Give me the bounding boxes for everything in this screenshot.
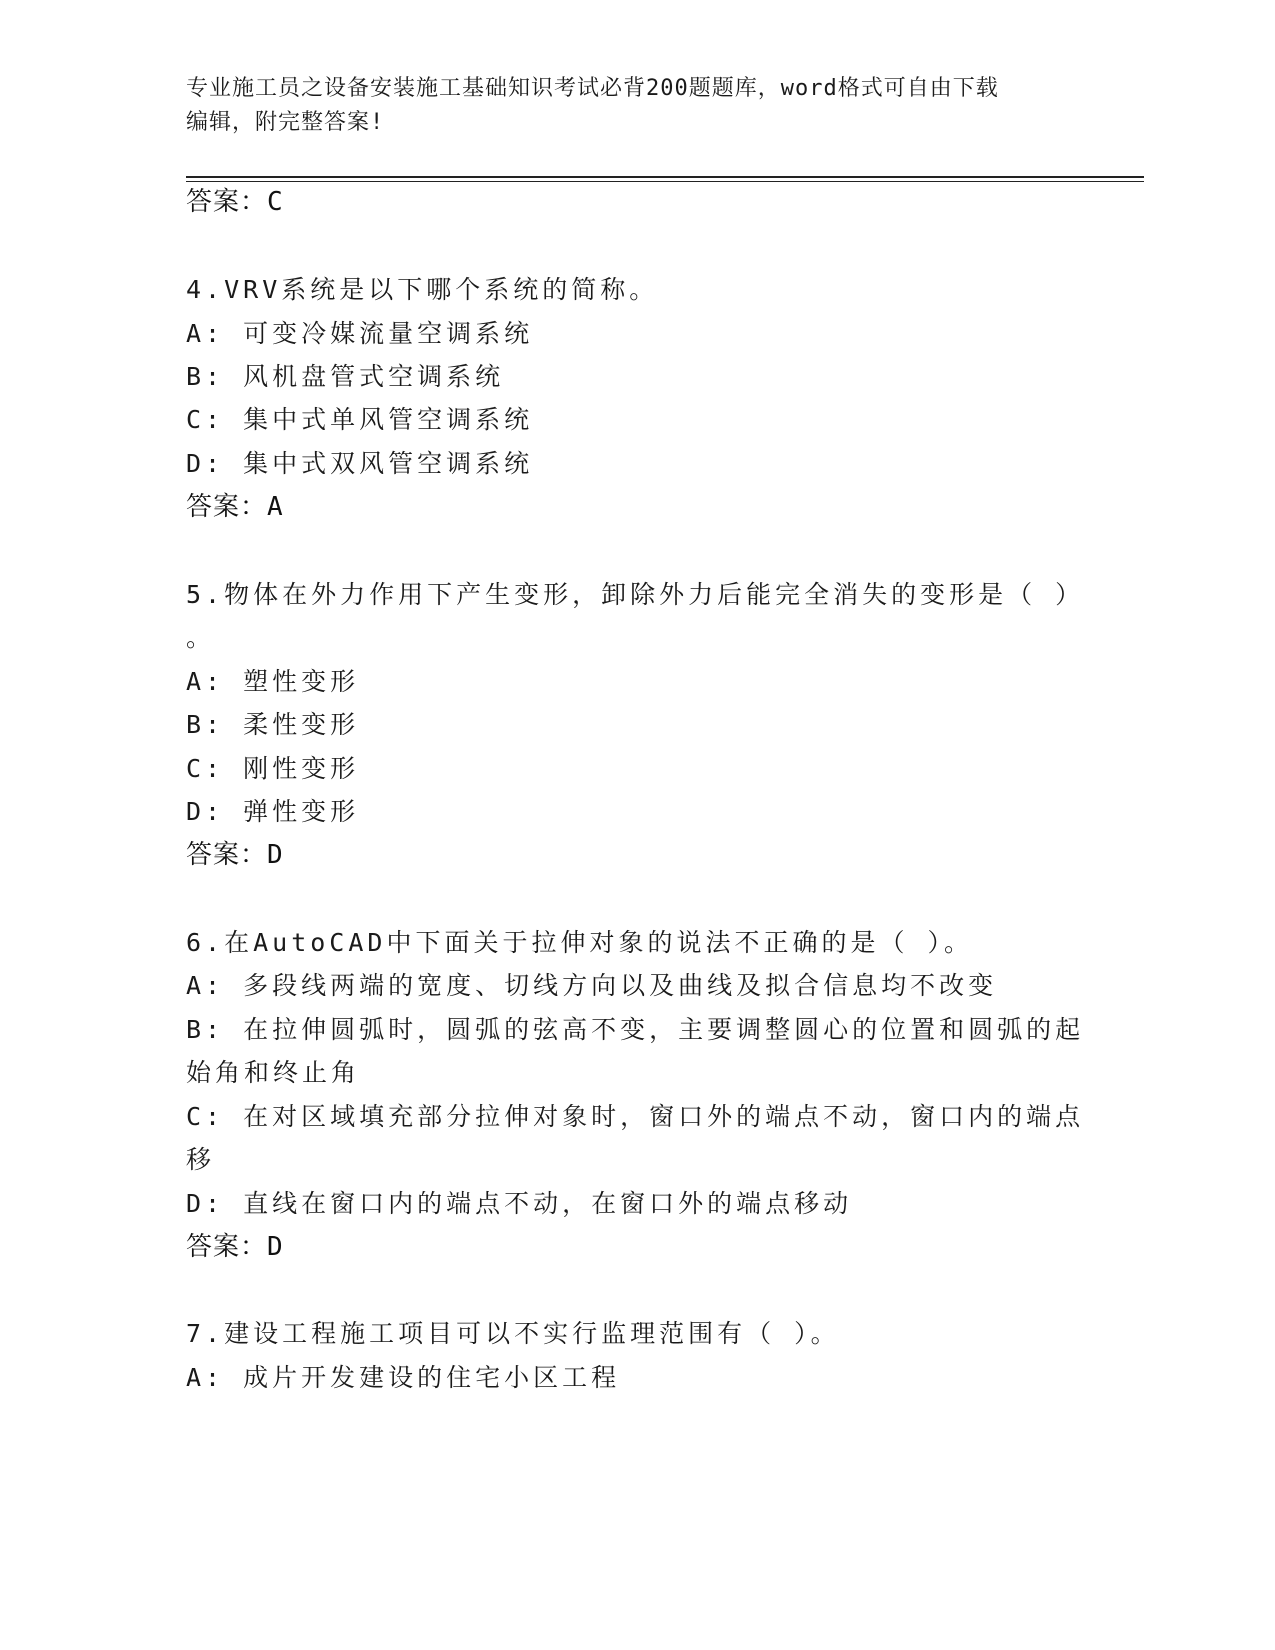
answer-label: 答案： bbox=[186, 187, 268, 217]
answer-value: D bbox=[267, 840, 284, 870]
q6-option-a: A: 多段线两端的宽度、切线方向以及曲线及拟合信息均不改变 bbox=[186, 971, 998, 1000]
document-header bbox=[186, 72, 1086, 140]
q6-answer bbox=[186, 1231, 284, 1263]
q6-option-b-cont: 始角和终止角 bbox=[186, 1058, 361, 1087]
header-title-line2: 编辑，附完整答案! bbox=[186, 110, 385, 135]
q5-option-b: B: 柔性变形 bbox=[186, 710, 360, 739]
header-title-line1: 专业施工员之设备安装施工基础知识考试必背200题题库，word格式可自由下载 bbox=[186, 76, 999, 101]
q4-option-b: B: 风机盘管式空调系统 bbox=[186, 362, 505, 391]
answer-label: 答案： bbox=[186, 492, 268, 522]
q6-option-c-cont: 移 bbox=[186, 1145, 216, 1174]
answer-label: 答案： bbox=[186, 1232, 268, 1262]
q6-option-b: B: 在拉伸圆弧时，圆弧的弦高不变，主要调整圆心的位置和圆弧的起 bbox=[186, 1015, 1085, 1044]
q6-stem: 6.在AutoCAD中下面关于拉伸对象的说法不正确的是（ ）。 bbox=[186, 928, 974, 957]
q3-answer bbox=[186, 186, 284, 218]
q4-option-a: A: 可变冷媒流量空调系统 bbox=[186, 319, 534, 348]
q5-option-c: C: 刚性变形 bbox=[186, 754, 360, 783]
q5-stem-line2: 。 bbox=[186, 623, 216, 652]
answer-label: 答案： bbox=[186, 840, 268, 870]
answer-value: D bbox=[267, 1232, 284, 1262]
q5-option-a: A: 塑性变形 bbox=[186, 667, 360, 696]
q7-option-a: A: 成片开发建设的住宅小区工程 bbox=[186, 1363, 621, 1392]
q6-option-d: D: 直线在窗口内的端点不动，在窗口外的端点移动 bbox=[186, 1189, 853, 1218]
q5-stem-line1: 5.物体在外力作用下产生变形，卸除外力后能完全消失的变形是（ ） bbox=[186, 580, 1085, 609]
q5-answer bbox=[186, 839, 284, 871]
header-divider-thin bbox=[186, 181, 1144, 182]
q4-option-c: C: 集中式单风管空调系统 bbox=[186, 405, 534, 434]
q4-answer bbox=[186, 491, 284, 523]
q4-stem: 4.VRV系统是以下哪个系统的简称。 bbox=[186, 275, 659, 304]
q5-option-d: D: 弹性变形 bbox=[186, 797, 360, 826]
header-divider-thick bbox=[186, 176, 1144, 178]
q6-option-c: C: 在对区域填充部分拉伸对象时，窗口外的端点不动，窗口内的端点 bbox=[186, 1102, 1085, 1131]
q4-option-d: D: 集中式双风管空调系统 bbox=[186, 449, 534, 478]
q7-stem: 7.建设工程施工项目可以不实行监理范围有（ ）。 bbox=[186, 1319, 840, 1348]
answer-value: A bbox=[267, 492, 284, 522]
answer-value: C bbox=[267, 187, 284, 217]
